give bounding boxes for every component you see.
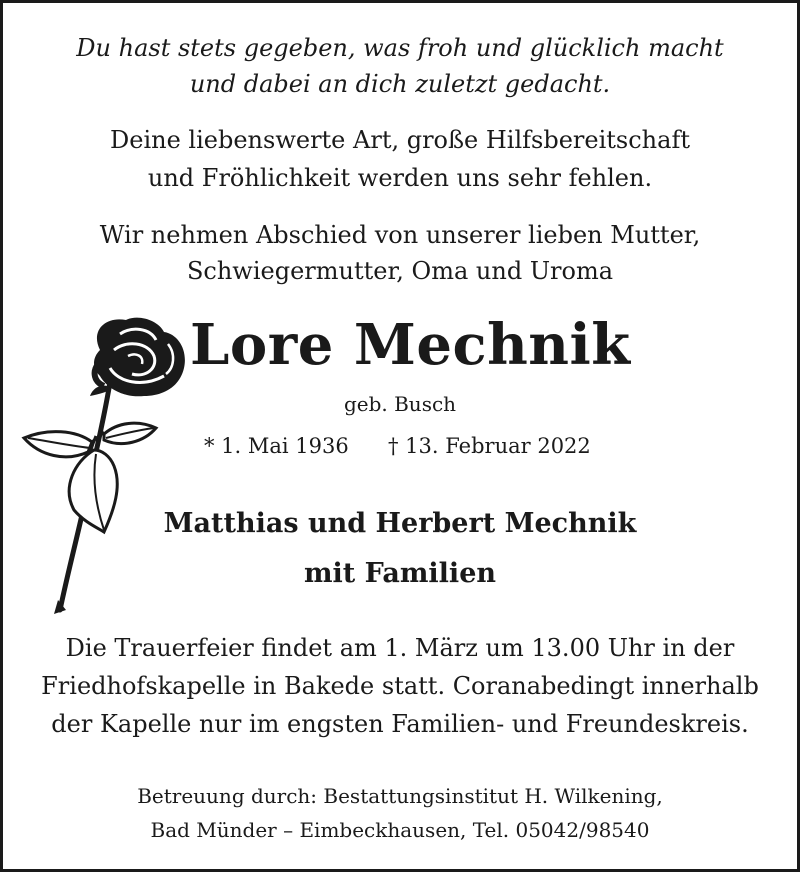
quote-line-1: Du hast stets gegeben, was froh und glücklich macht <box>76 34 724 62</box>
tribute-line-2: und Fröhlichkeit werden uns sehr fehlen. <box>147 164 653 192</box>
death-date: † 13. Februar 2022 <box>388 434 591 458</box>
funeral-line-3: der Kapelle nur im engsten Familien- und Freundeskreis. <box>51 710 749 738</box>
deceased-name: Lore Mechnik <box>190 312 631 378</box>
farewell-line-1: Wir nehmen Abschied von unserer lieben Mutter, <box>99 221 701 249</box>
birth-date: * 1. Mai 1936 <box>204 434 349 458</box>
undertaker-line-2: Bad Münder – Eimbeckhausen, Tel. 05042/98540 <box>150 818 650 842</box>
survivors-line-1: Matthias und Herbert Mechnik <box>163 508 637 539</box>
quote-line-2: und dabei an dich zuletzt gedacht. <box>189 70 611 98</box>
farewell-line-2: Schwiegermutter, Oma und Uroma <box>186 257 614 285</box>
tribute-line-1: Deine liebenswerte Art, große Hilfsbereitschaft <box>110 126 690 154</box>
funeral-line-1: Die Trauerfeier findet am 1. März um 13.00 Uhr in der <box>65 634 735 662</box>
survivors-line-2: mit Familien <box>303 558 497 589</box>
undertaker-line-1: Betreuung durch: Bestattungsinstitut H. Wilkening, <box>137 784 663 808</box>
maiden-name: geb. Busch <box>343 392 457 416</box>
funeral-line-2: Friedhofskapelle in Bakede statt. Coranabedingt innerhalb <box>41 672 759 700</box>
